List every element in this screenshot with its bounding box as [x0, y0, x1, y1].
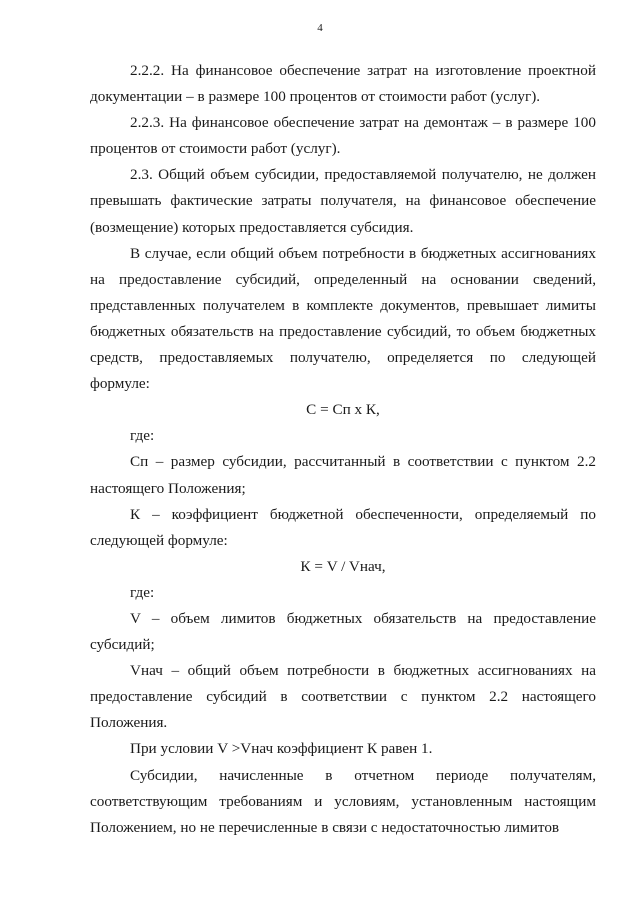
paragraph-where-1: где:: [130, 427, 155, 445]
definition-vnach: Vнач – общий объем потребности в бюджетных ассигнованиях на предоставление субсидий в соответствии с пунктом 2.2 настоящего Положения.: [90, 662, 596, 732]
document-body: [90, 58, 596, 841]
paragraph-condition: При условии V >Vнач коэффициент К равен 1.: [130, 740, 433, 758]
paragraph-2-2-2: 2.2.2. На финансовое обеспечение затрат на изготовление проектной документации – в размере 100 процентов от стоимости работ (услуг).: [90, 62, 596, 106]
paragraph-2-3: 2.3. Общий объем субсидии, предоставляемой получателю, не должен превышать фактические затраты получателя, на финансовое обеспечение (возмещение) которых предоставляется субсидия.: [90, 166, 596, 236]
formula-coefficient: К = V / Vнач,: [300, 557, 386, 575]
paragraph-excess-case: В случае, если общий объем потребности в бюджетных ассигнованиях на предоставление субсидий, определенный на основании сведений, представленных получателем в комплекте документов, превышает лимиты бюджетных обязательств на предоставление субсидий, то объем бюджетных средств, предоставляемых получателю, определяется по следующей формуле:: [90, 244, 596, 393]
definition-k: К – коэффициент бюджетной обеспеченности, определяемый по следующей формуле:: [90, 505, 596, 549]
definition-v: V – объем лимитов бюджетных обязательств на предоставление субсидий;: [90, 609, 596, 654]
definition-sp: Сп – размер субсидии, рассчитанный в соответствии с пунктом 2.2 настоящего Положения;: [90, 453, 596, 497]
formula-subsidy: С = Сп х К,: [306, 401, 380, 419]
paragraph-where-2: где:: [130, 583, 155, 601]
page-number: 4: [317, 22, 323, 34]
paragraph-2-2-3: 2.2.3. На финансовое обеспечение затрат на демонтаж – в размере 100 процентов от стоимости работ (услуг).: [90, 114, 596, 158]
paragraph-subsidies-accrued: Субсидии, начисленные в отчетном периоде получателям, соответствующим требованиям и условиям, установленным настоящим Положением, но не перечисленные в связи с недостаточностью лимитов: [90, 766, 596, 836]
